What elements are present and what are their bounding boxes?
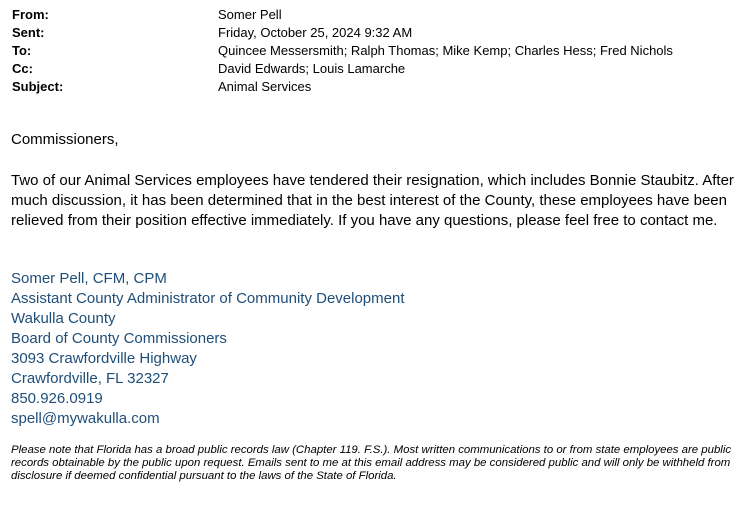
public-records-disclaimer: Please note that Florida has a broad public records law (Chapter 119. F.S.). Most written communications to or from state employees are public records obtainable by the public upon request. Emails sent to me at this email address may be considered public and will only be withheld from disclosure if deemed confidential pursuant to the laws of the State of Florida.	[11, 444, 732, 482]
from-value: Somer Pell	[218, 7, 282, 22]
signature-street: 3093 Crawfordville Highway	[11, 350, 197, 367]
email-header	[12, 6, 673, 96]
cc-value: David Edwards; Louis Lamarche	[218, 61, 406, 76]
signature-board: Board of County Commissioners	[11, 330, 227, 347]
from-row	[12, 6, 673, 24]
subject-label: Subject:	[12, 79, 64, 94]
to-label: To:	[12, 43, 32, 58]
cc-label: Cc:	[12, 61, 33, 76]
from-label: From:	[12, 7, 49, 22]
signature-city: Crawfordville, FL 32327	[11, 370, 169, 387]
sent-value: Friday, October 25, 2024 9:32 AM	[218, 25, 413, 40]
signature-county: Wakulla County	[11, 310, 116, 327]
subject-row	[12, 78, 673, 96]
subject-value: Animal Services	[218, 79, 312, 94]
greeting: Commissioners,	[11, 131, 119, 148]
to-value: Quincee Messersmith; Ralph Thomas; Mike Kemp; Charles Hess; Fred Nichols	[218, 43, 673, 58]
sent-row	[12, 24, 673, 42]
signature-title: Assistant County Administrator of Community Development	[11, 290, 405, 307]
body-paragraph: Two of our Animal Services employees have tendered their resignation, which includes Bonnie Staubitz. After much discussion, it has been determined that in the best interest of the County, these employees have been relieved from their position effective immediately. If you have any questions, please feel free to contact me.	[11, 172, 734, 229]
cc-row	[12, 60, 673, 78]
signature-phone: 850.926.0919	[11, 390, 103, 407]
signature-email: spell@mywakulla.com	[11, 410, 160, 427]
to-row	[12, 42, 673, 60]
signature-name: Somer Pell, CFM, CPM	[11, 270, 167, 287]
signature-block	[11, 269, 405, 429]
sent-label: Sent:	[12, 25, 45, 40]
